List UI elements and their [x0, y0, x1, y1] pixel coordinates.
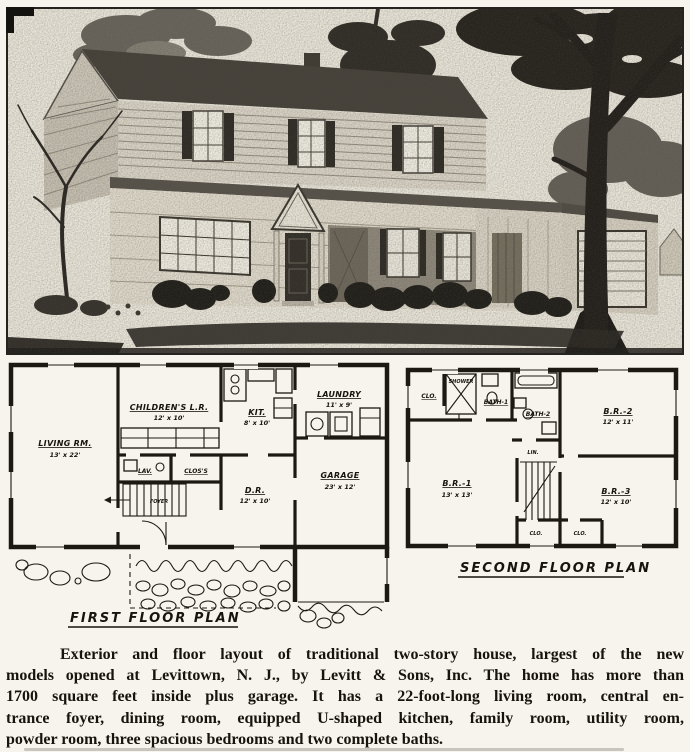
room-dims-garage: 23' x 12' [324, 483, 356, 491]
caption-line: models opened at Levittown, N. J., by Levitt & Sons, Inc. The home has more than [6, 667, 684, 685]
caption-line: Exterior and floor layout of traditional two-story house, largest of the new [60, 646, 684, 663]
room-label-br3: B.R.-3 [601, 487, 631, 496]
room-label-clo-left: CLO. [529, 531, 543, 537]
bathtub [515, 373, 557, 388]
room-dims-br1: 13' x 13' [441, 491, 473, 499]
room-label-clo-right: CLO. [573, 531, 587, 537]
room-label-lav: LAV. [137, 468, 153, 475]
builtin-counter [121, 428, 219, 448]
room-label-laundry: LAUNDRY [316, 390, 362, 399]
caption-line: 1700 square feet inside plus garage. It has a 22-foot-long living room, central en- [6, 688, 684, 706]
room-label-lin: LIN. [527, 450, 539, 456]
garage-wing-walls [295, 547, 387, 602]
room-label-foyer: FOYER [149, 499, 169, 505]
second-floor-title: SECOND FLOOR PLAN [460, 561, 652, 576]
first-floor-drawing [8, 360, 402, 644]
room-dims-br3: 12' x 10' [600, 498, 632, 506]
room-label-bath1: BATH-1 [483, 399, 509, 406]
room-dims-dining: 12' x 10' [239, 497, 271, 505]
room-label-childrens: CHILDREN'S L.R. [129, 403, 209, 412]
house-illustration [6, 7, 684, 355]
halftone-grain [6, 7, 684, 355]
room-dims-kitchen: 8' x 10' [243, 419, 271, 427]
room-label-clo-upper: CLO. [421, 393, 437, 400]
laundry-fixtures [306, 408, 380, 436]
first-floor-title: FIRST FLOOR PLAN [70, 611, 241, 626]
front-door [140, 521, 168, 551]
second-floor-drawing [402, 362, 688, 606]
stairs [520, 462, 557, 520]
second-floor-plan [402, 362, 688, 606]
shrub-row [136, 561, 292, 572]
caption-line: powder room, three spacious bedrooms and two complete baths. [6, 730, 444, 748]
stairs [104, 484, 186, 516]
room-label-dining: D.R. [244, 486, 266, 495]
caption [6, 644, 684, 750]
room-label-living: LIVING RM. [38, 439, 92, 448]
room-label-br1: B.R.-1 [442, 479, 472, 488]
room-label-bath2: BATH-2 [525, 411, 551, 418]
room-label-garage: GARAGE [320, 471, 360, 480]
first-floor-plan [8, 360, 402, 644]
room-label-closets: CLOS'S [184, 468, 208, 475]
scan-smudge [24, 748, 624, 751]
room-dims-laundry: 11' x 9' [325, 401, 353, 409]
house-art [6, 7, 684, 355]
room-label-shower: SHOWER [448, 379, 474, 385]
room-label-kitchen: KIT. [248, 408, 266, 417]
stair-arrow [104, 497, 111, 504]
scan-corner-mark [6, 7, 14, 33]
caption-line: trance foyer, dining room, equipped U-shaped kitchen, family room, utility room, [6, 709, 684, 727]
room-dims-childrens: 12' x 10' [153, 414, 185, 422]
room-label-br2: B.R.-2 [603, 407, 633, 416]
room-dims-living: 13' x 22' [49, 451, 81, 459]
lawn-bushes [16, 560, 110, 585]
room-dims-br2: 12' x 11' [602, 418, 634, 426]
